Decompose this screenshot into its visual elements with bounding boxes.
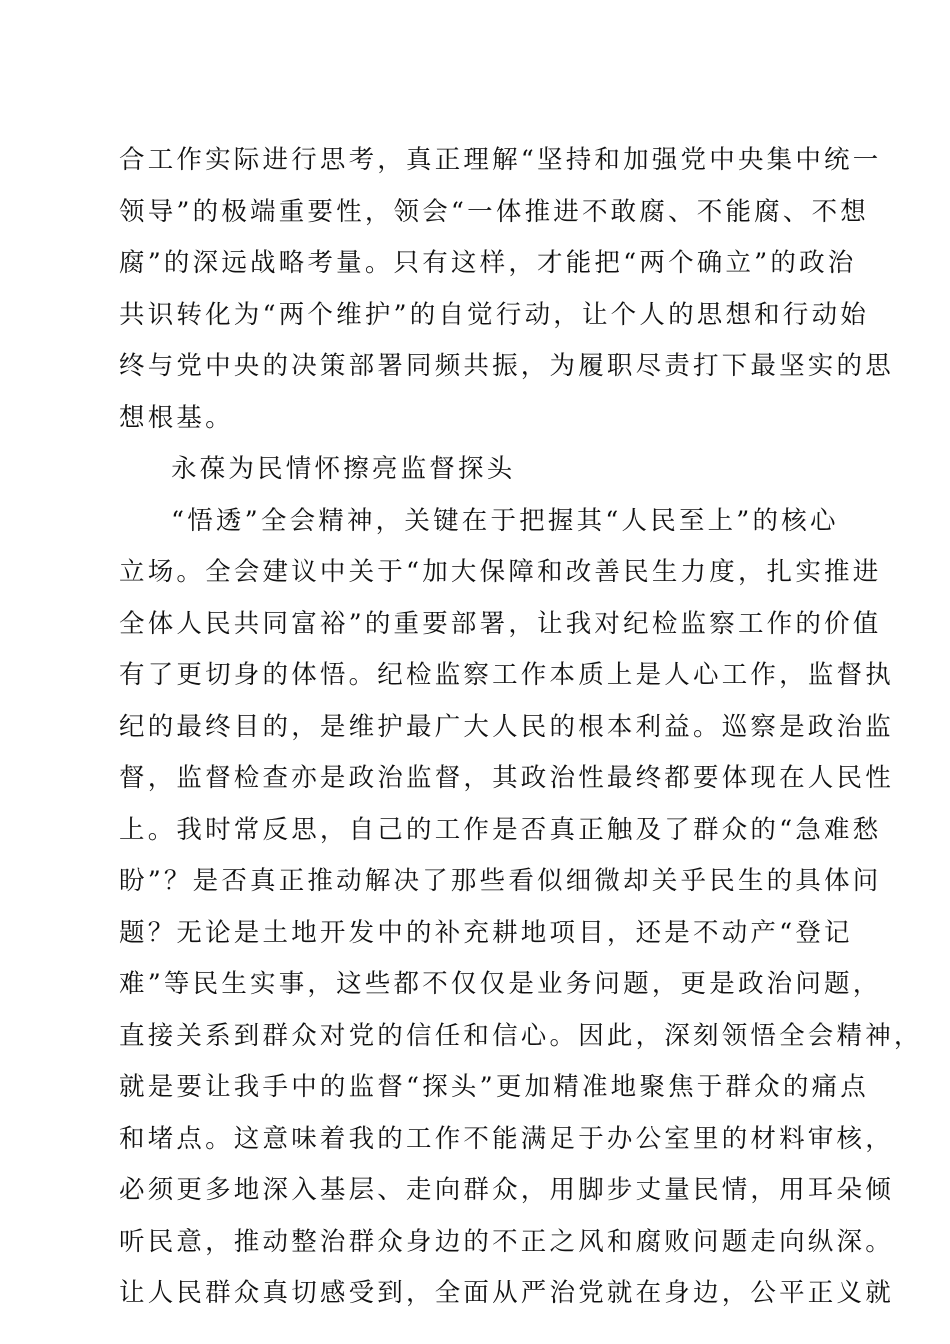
text-line: 和堵点。这意味着我的工作不能满足于办公室里的材料审核， <box>119 1123 894 1154</box>
text-line: 腐”的深远战略考量。只有这样，才能把“两个确立”的政治 <box>119 248 857 278</box>
text-line: 立场。全会建议中关于“加大保障和改善民生力度，扎实推进 <box>119 557 882 587</box>
text-line: 共识转化为“两个维护”的自觉行动，让个人的思想和行动始 <box>119 299 869 330</box>
text-line: 必须更多地深入基层、走向群众，用脚步丈量民情，用耳朵倾 <box>119 1175 894 1205</box>
text-line: 合工作实际进行思考，真正理解“坚持和加强党中央集中统一 <box>119 145 882 175</box>
text-line: 难”等民生实事，这些都不仅仅是业务问题，更是政治问题， <box>119 969 882 999</box>
text-line: 题？无论是土地开发中的补充耕地项目，还是不动产“登记 <box>119 917 853 948</box>
text-line: 直接关系到群众对党的信任和信心。因此，深刻领悟全会精神， <box>119 1020 923 1051</box>
text-line: 让人民群众真切感受到，全面从严治党就在身边，公平正义就 <box>119 1278 894 1308</box>
text-line: “悟透”全会精神，关键在于把握其“人民至上”的核心 <box>171 505 839 536</box>
text-line: 有了更切身的体悟。纪检监察工作本质上是人心工作，监督执 <box>119 660 894 690</box>
text-line: 全体人民共同富裕”的重要部署，让我对纪检监察工作的价值 <box>119 608 882 639</box>
text-line: 盼”？是否真正推动解决了那些看似细微却关乎民生的具体问 <box>119 866 882 896</box>
text-line: 终与党中央的决策部署同频共振，为履职尽责打下最坚实的思 <box>119 351 894 381</box>
section-heading: 永葆为民情怀擦亮监督探头 <box>171 454 516 484</box>
text-line: 听民意，推动整治群众身边的不正之风和腐败问题走向纵深。 <box>119 1226 894 1257</box>
text-line: 就是要让我手中的监督“探头”更加精准地聚焦于群众的痛点 <box>119 1072 869 1102</box>
text-line: 督，监督检查亦是政治监督，其政治性最终都要体现在人民性 <box>119 763 894 793</box>
body-text <box>119 135 923 1320</box>
text-line: 上。我时常反思，自己的工作是否真正触及了群众的“急难愁 <box>119 814 882 845</box>
text-line: 纪的最终目的，是维护最广大人民的根本利益。巡察是政治监 <box>119 711 894 742</box>
text-line: 领导”的极端重要性，领会“一体推进不敢腐、不能腐、不想 <box>119 196 869 227</box>
text-line: 想根基。 <box>119 402 234 433</box>
